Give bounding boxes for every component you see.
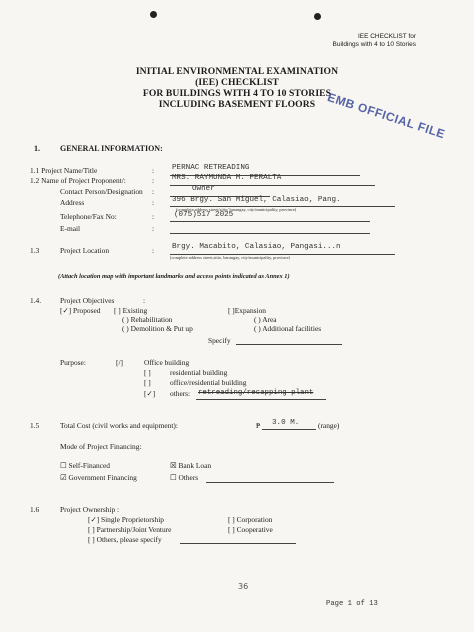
contact-value[interactable]: Owner	[192, 185, 215, 193]
objective-demolition[interactable]: ( ) Demolition & Put up	[122, 324, 193, 333]
ownership-number: 1.6	[30, 505, 40, 514]
objective-rehabilitation[interactable]: ( ) Rehabilitation	[122, 315, 173, 324]
checklist-header-line1: IEE CHECKLIST for	[357, 33, 416, 40]
financing-self[interactable]: ☐ Self-Financed	[60, 461, 110, 470]
address-value[interactable]: 396 Brgy. San Miguel, Calasiao, Pang.	[172, 196, 341, 204]
ownership-others[interactable]: [ ] Others, please specify	[88, 535, 162, 544]
email-colon: :	[152, 224, 155, 233]
ownership-label: Project Ownership :	[60, 505, 120, 514]
objectives-colon: :	[143, 296, 146, 305]
financing-others-line	[206, 482, 334, 483]
section1-number: 1.	[34, 144, 40, 153]
ownership-others-line	[180, 543, 296, 544]
purpose-office: Office building	[144, 358, 190, 367]
purpose-others-box[interactable]: [✓]	[144, 389, 156, 398]
address-hint: (complete address street/sitio/ barangay, city/municipality, province)	[176, 207, 297, 212]
emb-official-file-stamp: EMB OFFICIAL FILE	[325, 90, 447, 142]
location-number: 1.3	[30, 246, 40, 255]
purpose-label: Purpose:	[60, 358, 86, 367]
email-line	[170, 233, 370, 234]
objectives-number: 1.4.	[30, 296, 42, 305]
objective-specify-line	[236, 344, 342, 345]
cost-label: Total Cost (civil works and equipment):	[60, 421, 178, 430]
handwritten-page-mark: 36	[238, 582, 249, 591]
objective-proposed[interactable]: [✓] Proposed	[60, 306, 101, 315]
purpose-residential-box[interactable]: [ ]	[144, 368, 151, 377]
email-label: E-mail	[60, 224, 81, 233]
cost-line	[262, 429, 316, 430]
checklist-header	[333, 33, 416, 49]
purpose-others-value[interactable]: retreading/recapping plant	[198, 389, 314, 397]
objective-specify-label: Specify	[208, 336, 231, 345]
objectives-label: Project Objectives	[60, 296, 115, 305]
telephone-value[interactable]: (075)517 2025	[174, 211, 234, 219]
ownership-partnership[interactable]: [ ] Partnership/Joint Venture	[88, 525, 172, 534]
project-name-value[interactable]: PERNAC RETREADING	[172, 164, 250, 172]
purpose-office-residential-box[interactable]: [ ]	[144, 378, 151, 387]
cost-range: (range)	[318, 421, 340, 430]
address-label: Address	[60, 198, 85, 207]
telephone-line	[170, 221, 370, 222]
section1-heading: GENERAL INFORMATION:	[60, 144, 163, 153]
punch-hole-right	[314, 13, 321, 20]
location-label: Project Location	[60, 246, 110, 255]
purpose-office-residential: office/residential building	[170, 378, 247, 387]
punch-hole-left	[150, 11, 157, 18]
objective-additional[interactable]: ( ) Additional facilities	[254, 324, 322, 333]
contact-label: Contact Person/Designation	[60, 187, 143, 196]
title-line2: (IEE) CHECKLIST	[195, 77, 279, 88]
telephone-label: Telephone/Fax No:	[60, 212, 117, 221]
objective-area[interactable]: ( ) Area	[254, 315, 277, 324]
ownership-single[interactable]: [✓] Single Proprietorship	[88, 515, 164, 524]
objective-existing[interactable]: [ ] Existing	[114, 306, 148, 315]
proponent-value[interactable]: MRS. RAYMUNDA M. PERALTA	[172, 174, 282, 182]
purpose-others-line	[196, 399, 326, 400]
title-line4: INCLUDING BASEMENT FLOORS	[158, 99, 316, 110]
location-note: (Attach location map with important landmarks and access points indicated as Annex 1)	[58, 273, 290, 280]
telephone-colon: :	[152, 212, 155, 221]
purpose-others-label: others:	[170, 389, 191, 398]
proponent-colon: :	[152, 176, 155, 185]
location-value[interactable]: Brgy. Macabito, Calasiao, Pangasi...n	[172, 243, 341, 251]
financing-bank[interactable]: ☒ Bank Loan	[170, 461, 212, 470]
financing-label: Mode of Project Financing:	[60, 442, 142, 451]
location-colon: :	[152, 246, 155, 255]
title-line3: FOR BUILDINGS WITH 4 TO 10 STORIES	[142, 88, 332, 99]
ownership-corporation[interactable]: [ ] Corporation	[228, 515, 273, 524]
proponent-label: 1.2 Name of Project Proponent/:	[30, 176, 126, 185]
purpose-office-box[interactable]: [/]	[116, 358, 123, 367]
purpose-residential: residential building	[170, 368, 228, 377]
location-hint: (complete address street,sitio, barangay, city/municipality, province)	[170, 255, 291, 260]
title-line1: INITIAL ENVIRONMENTAL EXAMINATION	[135, 66, 339, 77]
page-number: Page 1 of 13	[326, 600, 378, 608]
cost-number: 1.5	[30, 421, 40, 430]
cost-currency: ₱	[256, 421, 261, 430]
checklist-header-line2: Buildings with 4 to 10 Stories	[332, 41, 416, 48]
ownership-cooperative[interactable]: [ ] Cooperative	[228, 525, 273, 534]
contact-colon: :	[152, 187, 155, 196]
project-name-label: 1.1 Project Name/Title	[30, 166, 98, 175]
objective-expansion[interactable]: [ ]Expansion	[228, 306, 266, 315]
project-name-colon: :	[152, 166, 155, 175]
financing-government[interactable]: ☑ Government Financing	[60, 473, 137, 482]
cost-value[interactable]: 3.0 M.	[272, 419, 300, 427]
financing-others[interactable]: ☐ Others	[170, 473, 199, 482]
address-colon: :	[152, 198, 155, 207]
